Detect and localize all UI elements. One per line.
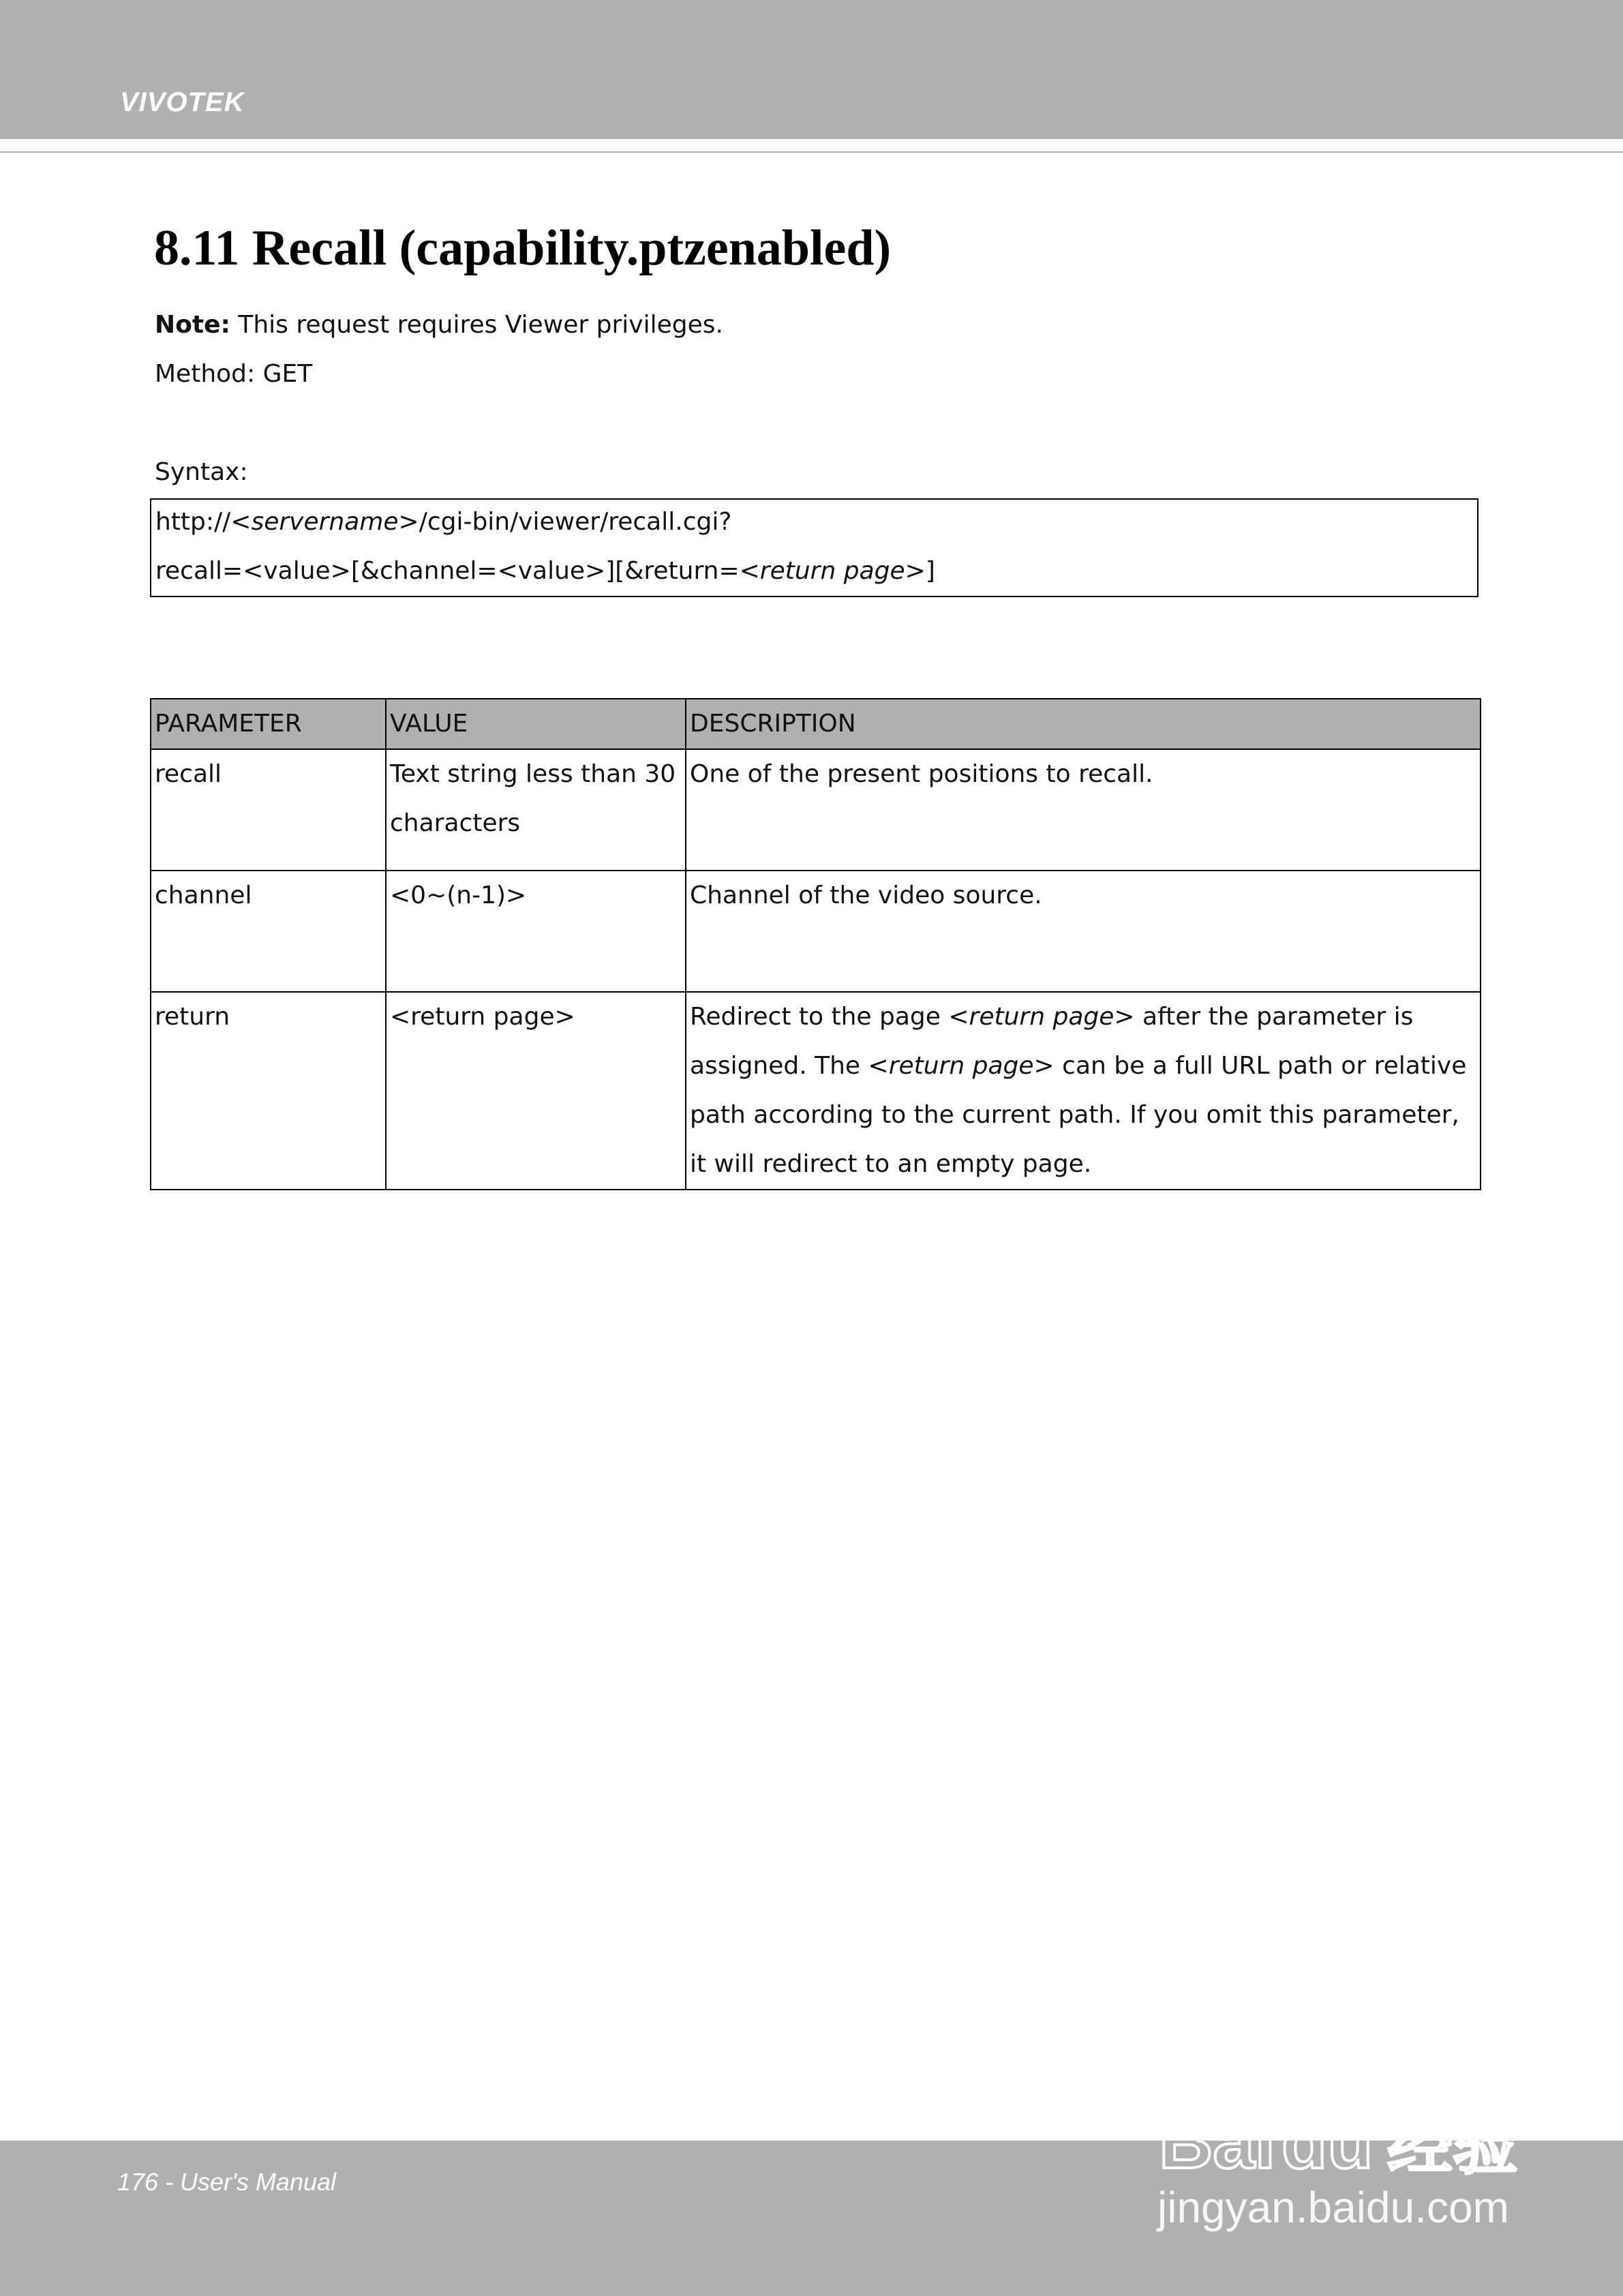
syntax-path: /cgi-bin/viewer/recall.cgi?: [419, 508, 732, 536]
desc-part: Redirect to the page: [690, 1003, 949, 1031]
param-cell: channel: [151, 871, 386, 992]
description-cell: One of the present positions to recall.: [686, 749, 1481, 871]
syntax-close: ]: [925, 557, 935, 585]
brand-logo: VIVOTEK: [120, 87, 245, 117]
page-footer: 176 - User's Manual: [117, 2168, 337, 2196]
header-rule: [0, 151, 1623, 153]
note-line: [155, 311, 723, 339]
watermark-brand: Bai: [1159, 2100, 1276, 2184]
note-label: Note:: [155, 311, 230, 339]
desc-part: after the parameter is assigned. The: [690, 1003, 1414, 1080]
method-line: Method: GET: [155, 360, 313, 388]
syntax-label: Syntax:: [155, 458, 248, 486]
desc-return-page: <return page>: [868, 1052, 1055, 1080]
syntax-params: recall=<value>[&channel=<value>][&return=: [155, 557, 740, 585]
table-row: [151, 749, 1481, 871]
description-cell: Channel of the video source.: [686, 871, 1481, 992]
table-row: [151, 871, 1481, 992]
note-text: This request requires Viewer privileges.: [230, 311, 723, 339]
syntax-line-2: [155, 557, 935, 585]
value-cell: Text string less than 30 characters: [386, 749, 686, 871]
desc-part: can be a full URL path or relative path according to the current path. If you omit this parameter, it will redirect to an empty page.: [690, 1052, 1467, 1178]
parameter-table: [150, 698, 1481, 1190]
desc-return-page: <return page>: [948, 1003, 1135, 1031]
param-cell: return: [151, 992, 386, 1190]
header-value: VALUE: [386, 699, 686, 749]
section-title: 8.11 Recall (capability.ptzenabled): [154, 220, 892, 276]
header-description: DESCRIPTION: [686, 699, 1481, 749]
watermark-url: jingyan.baidu.com: [1157, 2183, 1509, 2232]
syntax-scheme: http://: [155, 508, 231, 536]
table-header-row: [151, 699, 1481, 749]
value-cell: <0~(n-1)>: [386, 871, 686, 992]
syntax-return-page: <return page>: [739, 557, 926, 585]
watermark-brand-du: du: [1281, 2100, 1374, 2184]
watermark-suffix: 经验: [1387, 2107, 1518, 2184]
value-cell: <return page>: [386, 992, 686, 1190]
syntax-line-1: [155, 508, 731, 536]
syntax-box: [150, 498, 1478, 597]
baidu-watermark: [1152, 2045, 1534, 2250]
syntax-servername: <servername>: [230, 508, 419, 536]
param-cell: recall: [151, 749, 386, 871]
description-cell: [686, 992, 1481, 1190]
header-band: [0, 0, 1623, 139]
header-parameter: PARAMETER: [151, 699, 386, 749]
table-row: [151, 992, 1481, 1190]
